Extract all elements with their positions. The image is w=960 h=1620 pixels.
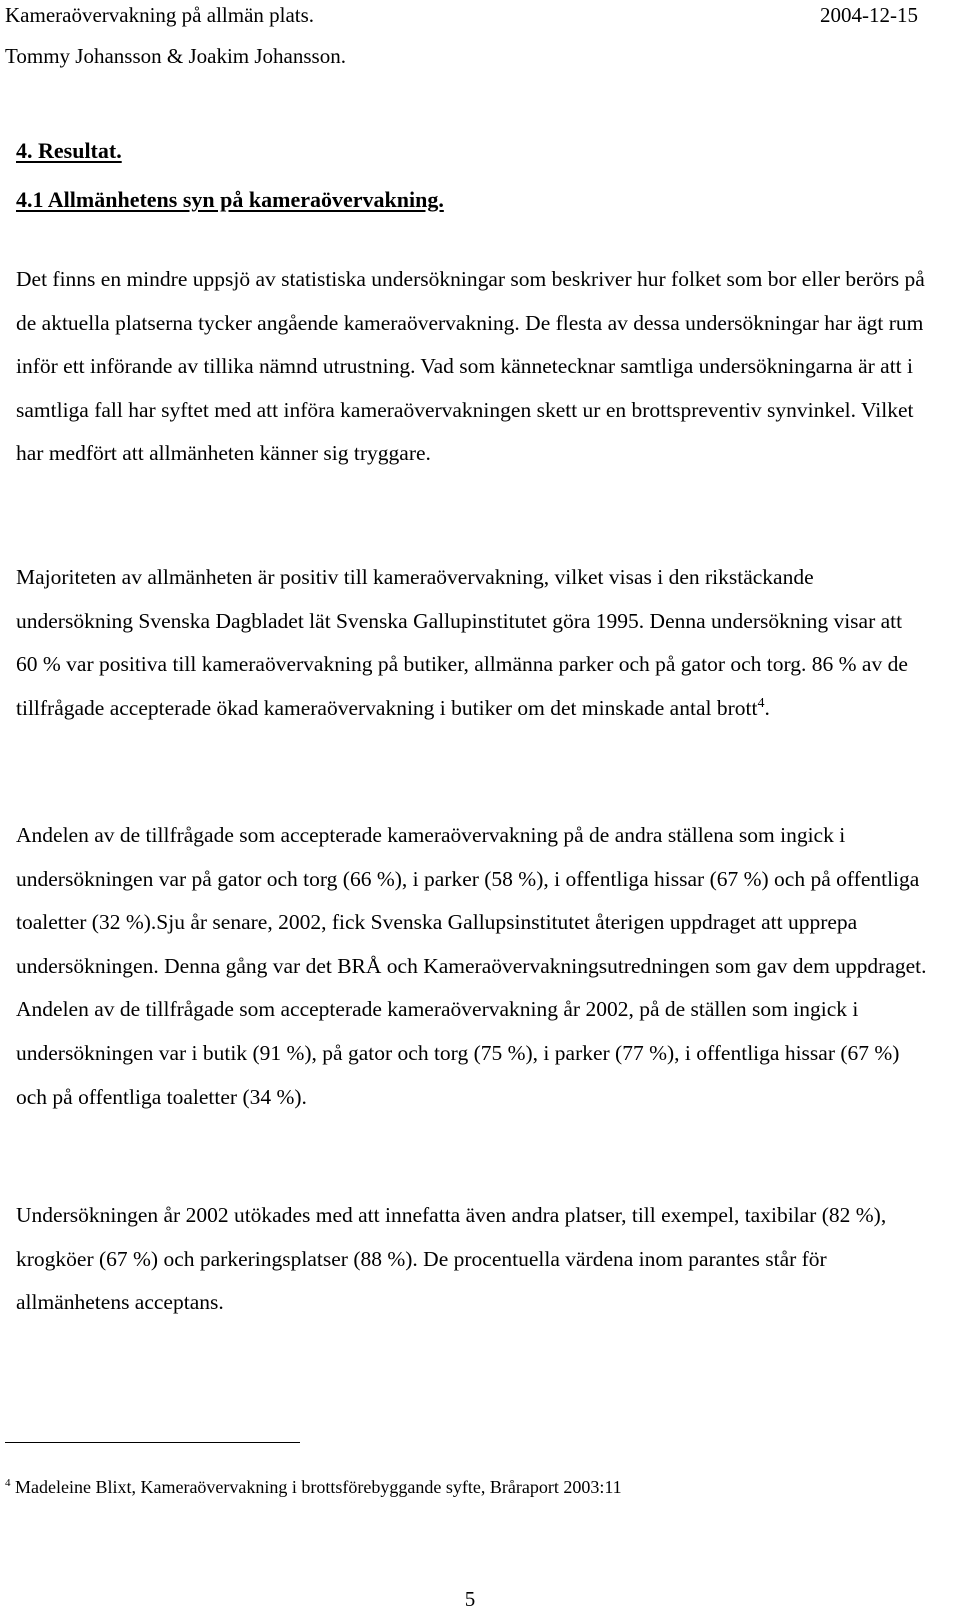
running-header-line-1 — [5, 3, 918, 27]
footnote — [5, 1475, 622, 1499]
paragraph-2 — [16, 556, 928, 730]
paragraph-2-end: . — [764, 695, 770, 720]
page-number: 5 — [464, 1587, 476, 1611]
document-title: Kameraövervakning på allmän plats. — [5, 3, 315, 27]
paragraph-2-text: Majoriteten av allmänheten är positiv till kameraövervakning, vilket visas i den rikstäckande undersökning Svenska Dagbladet lät Svenska Gallupinstitutet göra 1995. Denna undersökning visar att 60 % var positiva till kameraövervakning på butiker, allmänna parker och på gator och torg. 86 % av de tillfrågade accepterade ökad kameraövervakning i butiker om det minskade antal brott — [16, 565, 908, 720]
section-heading: 4. Resultat. — [16, 138, 122, 163]
paragraph-3: Andelen av de tillfrågade som accepterade kameraövervakning på de andra ställena som ingick i undersökningen var på gator och torg (66 %), i parker (58 %), i offentliga hissar (67 %) och på offentliga toaletter (32 %).Sju år senare, 2002, fick Svenska Gallupsinstitutet återigen uppdraget att upprepa undersökningen. Denna gång var det BRÅ och Kameraövervakningsutredningen som gav dem uppdraget. Andelen av de tillfrågade som accepterade kameraövervakning år 2002, på de ställen som ingick i undersökningen var i butik (91 %), på gator och torg (75 %), i parker (77 %), i offentliga hissar (67 %) och på offentliga toaletter (34 %). — [16, 823, 927, 1109]
document-date: 2004-12-15 — [820, 3, 918, 27]
paragraph-1: Det finns en mindre uppsjö av statistiska undersökningar som beskriver hur folket som bor eller berörs på de aktuella platserna tycker angående kameraövervakning. De flesta av dessa undersökningar har ägt rum inför ett införande av tillika nämnd utrustning. Vad som kännetecknar samtliga undersökningarna är att i samtliga fall har syftet med att införa kameraövervakningen skett ur en brottspreventiv synvinkel. Vilket har medfört att allmänheten känner sig tryggare. — [16, 267, 925, 466]
paragraph-4: Undersökningen år 2002 utökades med att innefatta även andra platser, till exempel, taxibilar (82 %), krogköer (67 %) och parkeringsplatser (88 %). De procentuella värdena inom parantes står för allmänhetens acceptans. — [16, 1203, 887, 1315]
running-header-line-2 — [5, 44, 918, 68]
footnote-separator — [5, 1442, 300, 1443]
subsection-heading: 4.1 Allmänhetens syn på kameraövervakning. — [16, 187, 444, 212]
footnote-number: 4 — [5, 1477, 11, 1489]
footnote-text: Madeleine Blixt, Kameraövervakning i brottsförebyggande syfte, Bråraport 2003:11 — [10, 1477, 622, 1497]
document-authors: Tommy Johansson & Joakim Johansson. — [5, 44, 346, 68]
footnote-reference: 4 — [757, 695, 765, 711]
